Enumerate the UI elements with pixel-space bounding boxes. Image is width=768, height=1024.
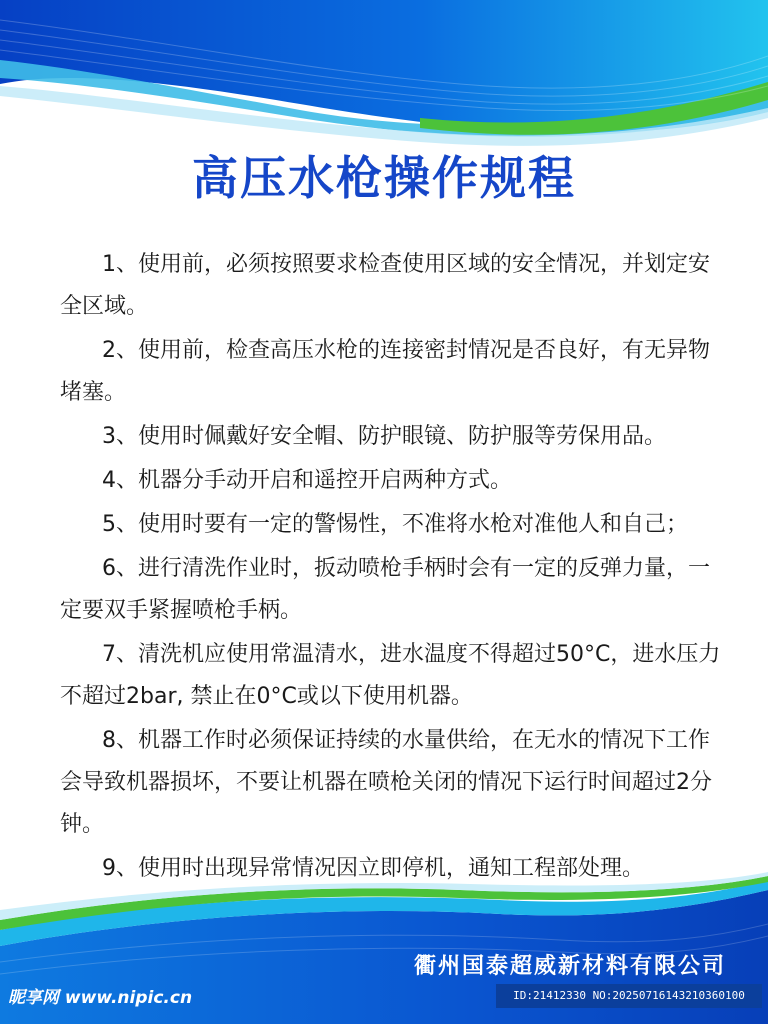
- rule-item: 4、机器分手动开启和遥控开启两种方式。: [102, 468, 512, 493]
- rule-item: 5、使用时要有一定的警惕性，不准将水枪对准他人和自己；: [102, 512, 688, 537]
- rule-item: 1、使用前，必须按照要求检查使用区域的安全情况，并划定安全区域。: [60, 252, 710, 319]
- rule-item: 3、使用时佩戴好安全帽、防护眼镜、防护服等劳保用品。: [102, 424, 666, 449]
- rule-item: 9、使用时出现异常情况因立即停机，通知工程部处理。: [102, 856, 644, 881]
- image-id-label: ID:21412330 NO:20250716143210360100: [496, 984, 762, 1008]
- rule-item: 6、进行清洗作业时，扳动喷枪手柄时会有一定的反弹力量，一定要双手紧握喷枪手柄。: [60, 556, 710, 623]
- rule-item: 2、使用前，检查高压水枪的连接密封情况是否良好，有无异物堵塞。: [60, 338, 710, 405]
- rules-list: [60, 244, 728, 892]
- page-title: 高压水枪操作规程: [192, 151, 576, 205]
- rule-item: 7、清洗机应使用常温清水，进水温度不得超过50°C，进水压力不超过2bar, 禁止在0°C或以下使用机器。: [60, 642, 721, 709]
- company-name: 衢州国泰超威新材料有限公司: [413, 954, 726, 979]
- site-watermark: 昵享网 www.nipic.cn: [8, 988, 193, 1008]
- rule-item: 8、机器工作时必须保证持续的水量供给，在无水的情况下工作会导致机器损坏，不要让机器在喷枪关闭的情况下运行时间超过2分钟。: [60, 728, 712, 837]
- top-wave: [0, 0, 768, 146]
